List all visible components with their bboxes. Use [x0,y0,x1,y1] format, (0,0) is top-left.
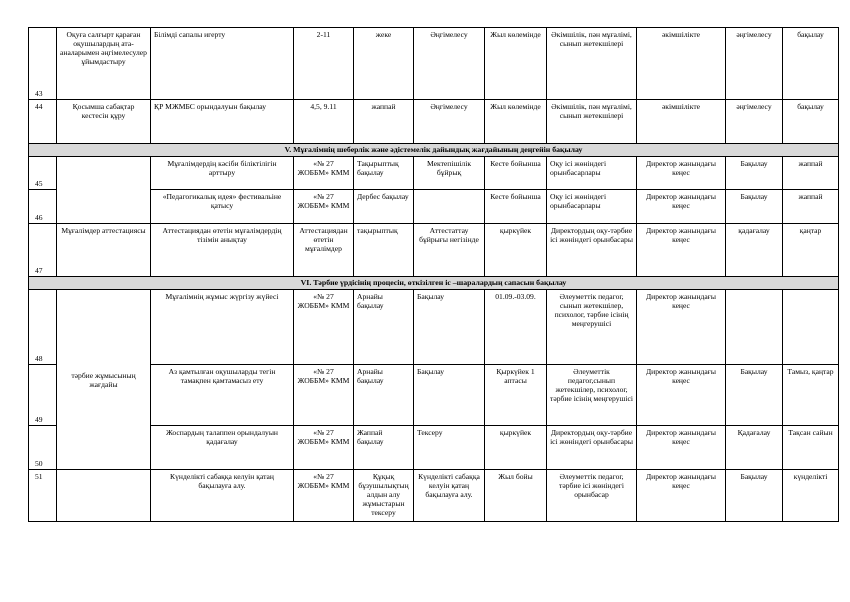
row-number: 45 [29,157,57,190]
control-method: Әңгімелесу [414,28,485,100]
control-type: Құқық бұзушылықтың алдын алу жұмыстарын тексеру [354,470,414,522]
section-header-row [29,277,839,290]
control-form: қаңтар [783,224,839,277]
result: Бақылау [726,190,783,224]
responsible: Әкімшілік, пән мұғалімі, сынып жетекшілері [547,100,637,144]
control-object: «№ 27 ЖОББМ» КММ [294,470,354,522]
control-type: Дербес бақылау [354,190,414,224]
control-topic-empty [57,157,151,224]
control-method: Аттестаттау бұйрығы негізінде [414,224,485,277]
responsible: Әлеуметтік педагог,сынып жетекшілер, психолог, тәрбие ісінің меңгерушісі [547,365,637,426]
table-row [29,100,839,144]
table-row [29,365,839,426]
section-title: V. Мұғалімнің шеберлік және әдістемелік дайындық жағдайының деңгейін бақылау [29,144,839,157]
control-object: «№ 27 ЖОББМ» КММ [294,290,354,365]
control-type: жеке [354,28,414,100]
control-period: Жыл көлемінде [485,28,547,100]
control-goal: Күнделікті сабаққа келуін қатаң бақылауға алу. [151,470,294,522]
responsible: Директордың оқу-тәрбие ісі жөніндегі орынбасары [547,426,637,470]
table-row [29,157,839,190]
control-goal: Білімді сапалы игерту [151,28,294,100]
control-method: Бақылау [414,365,485,426]
control-form: Тақсан сайын [783,426,839,470]
row-number: 50 [29,426,57,470]
control-form: бақылау [783,100,839,144]
control-form: жаппай [783,190,839,224]
result: Бақылау [726,365,783,426]
control-goal: Аттестациядан өтетін мұғалімдердің тізімін анықтау [151,224,294,277]
control-object: «№ 27 ЖОББМ» КММ [294,190,354,224]
control-method: Мектепішілік бұйрық [414,157,485,190]
section-header-row [29,144,839,157]
control-object: «№ 27 ЖОББМ» КММ [294,157,354,190]
control-period: қыркүйек [485,224,547,277]
row-number: 43 [29,28,57,100]
section-title: VI. Тәрбие үрдісінің процесін, өткізілген іс –шаралардың сапасын бақылау [29,277,839,290]
control-form: күнделікті [783,470,839,522]
table-row [29,190,839,224]
result: қадағалау [726,224,783,277]
control-period: Кесте бойынша [485,190,547,224]
control-object: 4,5, 9.11 [294,100,354,144]
control-goal: ҚР МЖМБС орындалуын бақылау [151,100,294,144]
control-form: бақылау [783,28,839,100]
review-place: Директор жанындағы кеңес [637,157,726,190]
responsible: Әлеуметтік педагог, сынып жетекшілер, психолог, тәрбие ісінің меңгерушісі [547,290,637,365]
control-period: Кесте бойынша [485,157,547,190]
control-period: 01.09.-03.09. [485,290,547,365]
control-object: Аттестациядан өтетін мұғалімдер [294,224,354,277]
result: әңгімелесу [726,28,783,100]
result: Бақылау [726,157,783,190]
result: Қадағалау [726,426,783,470]
control-type: Арнайы бақылау [354,365,414,426]
table-row [29,290,839,365]
control-form [783,290,839,365]
row-number: 48 [29,290,57,365]
control-object: «№ 27 ЖОББМ» КММ [294,365,354,426]
control-plan-table [28,27,839,522]
review-place: Директор жанындағы кеңес [637,290,726,365]
control-type: Жаппай бақылау [354,426,414,470]
control-goal: Мұғалімдердің кәсіби біліктілігін арттыру [151,157,294,190]
result: әңгімелесу [726,100,783,144]
review-place: әкімшілікте [637,100,726,144]
row-number: 49 [29,365,57,426]
control-goal: Мұғалімнің жұмыс жүргізу жүйесі [151,290,294,365]
responsible: Әлеуметтік педагог, тәрбие ісі жөніндегі орынбасар [547,470,637,522]
review-place: әкімшілікте [637,28,726,100]
responsible: Директордың оқу-тәрбие ісі жөніндегі орынбасары [547,224,637,277]
control-method: Күнделікті сабаққа келуін қатаң бақылауға алу. [414,470,485,522]
row-number: 51 [29,470,57,522]
table-row [29,28,839,100]
row-number: 47 [29,224,57,277]
control-topic: Оқуға салғырт қараған оқушылардың ата-аналарымен әңгімелесулер ұйымдастыру [57,28,151,100]
control-method: Тексеру [414,426,485,470]
control-type: тақырыптық [354,224,414,277]
review-place: Директор жанындағы кеңес [637,365,726,426]
control-period: Жыл көлемінде [485,100,547,144]
result: Бақылау [726,470,783,522]
control-topic: Мұғалімдер аттестациясы [57,224,151,277]
plan-table-page [28,27,838,522]
control-type: Тақырыптық бақылау [354,157,414,190]
control-method [414,190,485,224]
control-form: жаппай [783,157,839,190]
control-object: «№ 27 ЖОББМ» КММ [294,426,354,470]
review-place: Директор жанындағы кеңес [637,426,726,470]
result [726,290,783,365]
review-place: Директор жанындағы кеңес [637,470,726,522]
control-period: Қыркүйек 1 аптасы [485,365,547,426]
control-object: 2-11 [294,28,354,100]
row-number: 44 [29,100,57,144]
review-place: Директор жанындағы кеңес [637,224,726,277]
table-row [29,470,839,522]
control-form: Тамыз, қаңтар [783,365,839,426]
control-method: Бақылау [414,290,485,365]
control-type: жаппай [354,100,414,144]
control-goal: Жоспардың талаппен орындалуын қадағалау [151,426,294,470]
control-goal: Аз қамтылған оқушыларды тегін тамақпен қамтамасыз ету [151,365,294,426]
responsible: Әкімшілік, пән мұғалімі, сынып жетекшілері [547,28,637,100]
table-row [29,426,839,470]
control-topic: Қосымша сабақтар кестесін құру [57,100,151,144]
control-goal: «Педагогикалық идея» фестивальіне қатысу [151,190,294,224]
control-topic-empty [57,470,151,522]
responsible: Оқу ісі жөніндегі орынбасарлары [547,157,637,190]
table-row [29,224,839,277]
review-place: Директор жанындағы кеңес [637,190,726,224]
control-type: Арнайы бақылау [354,290,414,365]
control-topic: тәрбие жұмысының жағдайы [57,290,151,470]
responsible: Оқу ісі жөніндегі орынбасарлары [547,190,637,224]
row-number: 46 [29,190,57,224]
control-method: Әңгімелесу [414,100,485,144]
control-period: Жыл бойы [485,470,547,522]
control-period: қыркүйек [485,426,547,470]
